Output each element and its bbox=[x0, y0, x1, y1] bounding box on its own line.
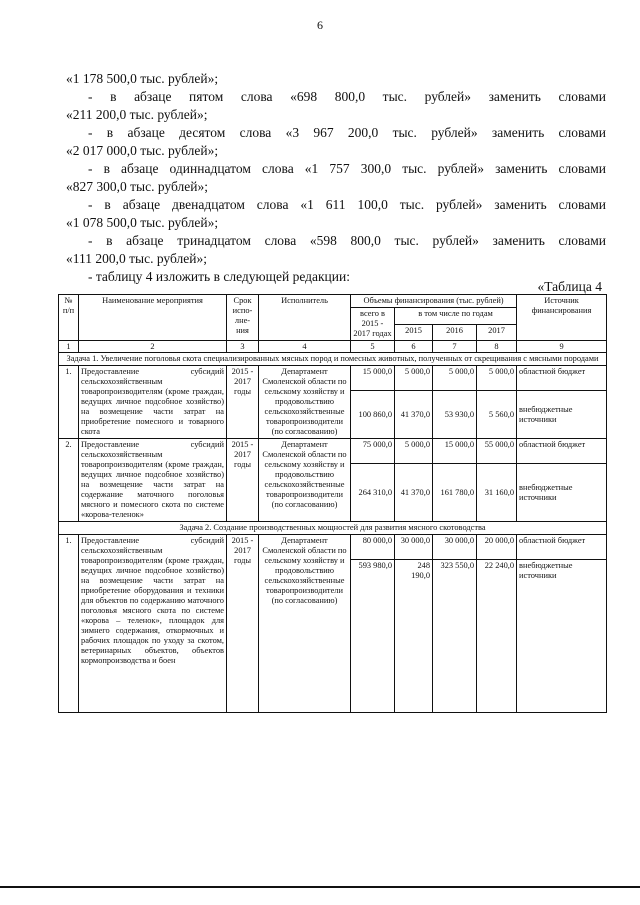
text-line: «2 017 000,0 тыс. рублей»; bbox=[66, 143, 219, 158]
cell-2017: 31 160,0 bbox=[477, 464, 517, 522]
cell-2015: 41 370,0 bbox=[395, 464, 433, 522]
header-term: Срок испо-лне-ния bbox=[227, 295, 259, 341]
cell-2016: 5 000,0 bbox=[433, 366, 477, 391]
row-executor: Департамент Смоленской области по сельскому хозяйству и продовольствию сельскохозяйственные товаропроизводители (по согласованию) bbox=[259, 535, 351, 713]
header-num: № п/п bbox=[59, 295, 79, 341]
text-line: «1 078 500,0 тыс. рублей»; bbox=[66, 215, 219, 230]
bottom-rule bbox=[0, 886, 640, 888]
row-term: 2015 - 2017 годы bbox=[227, 535, 259, 713]
table-row bbox=[59, 535, 607, 560]
cell-2015: 5 000,0 bbox=[395, 366, 433, 391]
text-line: «111 200,0 тыс. рублей»; bbox=[66, 251, 207, 266]
cell-2017: 20 000,0 bbox=[477, 535, 517, 560]
task-row bbox=[59, 522, 607, 535]
row-num: 1. bbox=[59, 366, 79, 439]
row-executor: Департамент Смоленской области по сельскому хозяйству и продовольствию сельскохозяйственные товаропроизводители (по согласованию) bbox=[259, 439, 351, 522]
cell-2015: 30 000,0 bbox=[395, 535, 433, 560]
cell-source: внебюджетные источники bbox=[517, 560, 607, 713]
cell-2016: 323 550,0 bbox=[433, 560, 477, 713]
text-line: - в абзаце десятом слова «3 967 200,0 тыс. рублей» заменить словами bbox=[88, 125, 606, 140]
text-line: - в абзаце одиннадцатом слова «1 757 300,0 тыс. рублей» заменить словами bbox=[88, 161, 606, 176]
table-caption: «Таблица 4 bbox=[537, 279, 602, 294]
cell-total: 80 000,0 bbox=[351, 535, 395, 560]
column-number: 2 bbox=[79, 341, 227, 353]
column-number: 9 bbox=[517, 341, 607, 353]
column-number: 1 bbox=[59, 341, 79, 353]
row-num: 2. bbox=[59, 439, 79, 522]
cell-2015: 5 000,0 bbox=[395, 439, 433, 464]
cell-source: внебюджетные источники bbox=[517, 391, 607, 439]
cell-total: 75 000,0 bbox=[351, 439, 395, 464]
cell-2016: 15 000,0 bbox=[433, 439, 477, 464]
cell-total: 100 860,0 bbox=[351, 391, 395, 439]
header-year: 2015 bbox=[395, 324, 433, 341]
cell-2017: 55 000,0 bbox=[477, 439, 517, 464]
task-2-title: Задача 2. Создание производственных мощностей для развития мясного скотоводства bbox=[59, 522, 607, 535]
financing-table bbox=[58, 294, 607, 713]
cell-source: областной бюджет bbox=[517, 366, 607, 391]
cell-2016: 53 930,0 bbox=[433, 391, 477, 439]
cell-total: 264 310,0 bbox=[351, 464, 395, 522]
row-num: 1. bbox=[59, 535, 79, 713]
cell-total: 15 000,0 bbox=[351, 366, 395, 391]
header-executor: Исполнитель bbox=[259, 295, 351, 341]
row-name: Предоставление субсидий сельскохозяйственным товаропроизводителям (кроме граждан, ведущих личное подсобное хозяйство) на возмещение части затрат на приобретение помесного и товарного скота bbox=[79, 366, 227, 439]
cell-source: внебюджетные источники bbox=[517, 464, 607, 522]
column-number: 5 bbox=[351, 341, 395, 353]
cell-2016: 30 000,0 bbox=[433, 535, 477, 560]
column-number: 8 bbox=[477, 341, 517, 353]
column-number: 4 bbox=[259, 341, 351, 353]
column-number: 3 bbox=[227, 341, 259, 353]
column-number-row bbox=[59, 341, 607, 353]
header-source: Источник финансирования bbox=[517, 295, 607, 341]
text-line: «827 300,0 тыс. рублей»; bbox=[66, 179, 208, 194]
row-term: 2015 - 2017 годы bbox=[227, 439, 259, 522]
cell-2015: 248 190,0 bbox=[395, 560, 433, 713]
row-term: 2015 - 2017 годы bbox=[227, 366, 259, 439]
column-number: 6 bbox=[395, 341, 433, 353]
cell-source: областной бюджет bbox=[517, 439, 607, 464]
page-number: 6 bbox=[317, 18, 323, 32]
column-number: 7 bbox=[433, 341, 477, 353]
cell-2017: 22 240,0 bbox=[477, 560, 517, 713]
cell-2016: 161 780,0 bbox=[433, 464, 477, 522]
text-line: «211 200,0 тыс. рублей»; bbox=[66, 107, 208, 122]
table-row bbox=[59, 439, 607, 464]
cell-2017: 5 000,0 bbox=[477, 366, 517, 391]
header-by-years: в том числе по годам bbox=[395, 308, 517, 325]
header-volumes: Объемы финансирования (тыс. рублей) bbox=[351, 295, 517, 308]
text-line: - в абзаце двенадцатом слова «1 611 100,0 тыс. рублей» заменить словами bbox=[88, 197, 606, 212]
row-executor: Департамент Смоленской области по сельскому хозяйству и продовольствию сельскохозяйственные товаропроизводители (по согласованию) bbox=[259, 366, 351, 439]
text-line: - в абзаце пятом слова «698 800,0 тыс. рублей» заменить словами bbox=[88, 89, 606, 104]
cell-source: областной бюджет bbox=[517, 535, 607, 560]
header-total: всего в 2015 - 2017 годах bbox=[351, 308, 395, 341]
text-line: - в абзаце тринадцатом слова «598 800,0 тыс. рублей» заменить словами bbox=[88, 233, 606, 248]
table-row bbox=[59, 366, 607, 391]
text-line: «1 178 500,0 тыс. рублей»; bbox=[66, 71, 219, 86]
header-name: Наименование мероприятия bbox=[79, 295, 227, 341]
row-name: Предоставление субсидий сельскохозяйственным товаропроизводителям (кроме граждан, ведущих личное подсобное хозяйство) на возмещение части затрат на содержание маточного поголовья мясного и помесного скота по системе «корова-теленок» bbox=[79, 439, 227, 522]
text-line: - таблицу 4 изложить в следующей редакции: bbox=[88, 269, 350, 284]
row-name: Предоставление субсидий сельскохозяйственным товаропроизводителям (кроме граждан, ведущих личное подсобное хозяйство) на возмещение части затрат на приобретение оборудования и техники для объектов по содержанию маточного поголовья мясного скота по системе «корова – теленок», площадок для зимнего содержания, откормочных и рабочих площадок по уходу за скотом, ветеринарных объектов, объектов кормопроизводства и боен bbox=[79, 535, 227, 713]
header-year: 2016 bbox=[433, 324, 477, 341]
task-row bbox=[59, 353, 607, 366]
header-year: 2017 bbox=[477, 324, 517, 341]
task-1-title: Задача 1. Увеличение поголовья скота специализированных мясных пород и помесных животных, полученных от скрещивания с мясными породами bbox=[59, 353, 607, 366]
header-row bbox=[59, 295, 607, 308]
cell-2015: 41 370,0 bbox=[395, 391, 433, 439]
cell-total: 593 980,0 bbox=[351, 560, 395, 713]
cell-2017: 5 560,0 bbox=[477, 391, 517, 439]
